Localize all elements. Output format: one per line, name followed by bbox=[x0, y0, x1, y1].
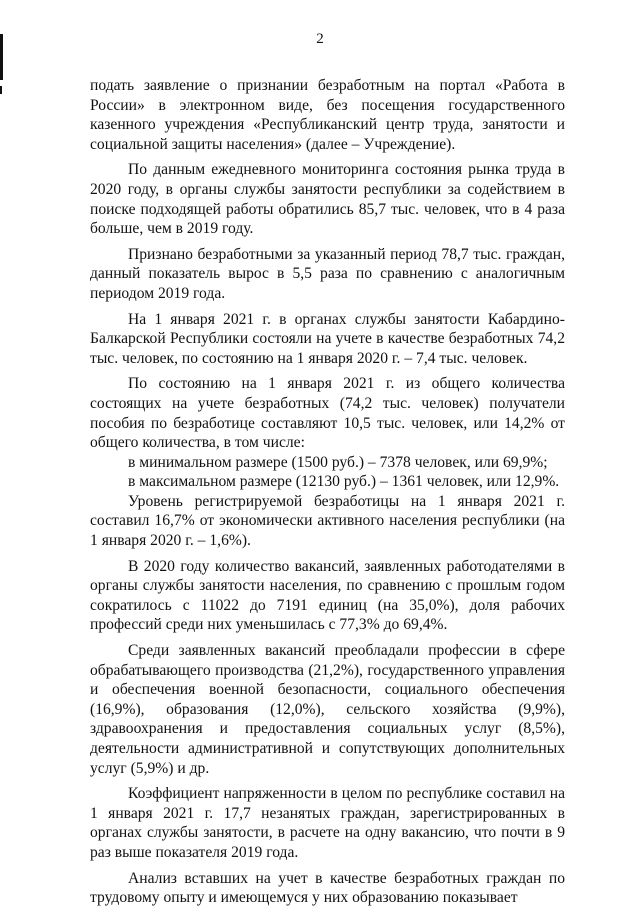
paragraph-monitoring: По данным ежедневного мониторинга состояния рынка труда в 2020 году, в органы службы занятости республики за содействием в поиске подходящей работы обратились 85,7 тыс. человек, что в 4 раза больше, чем в 2019 году. bbox=[90, 161, 565, 238]
paragraph-benefit-recipients: По состоянию на 1 января 2021 г. из общего количества состоящих на учете безработных (74,2 тыс. человек) получатели пособия по безработице составляют 10,5 тыс. человек, или 14,2% от общего количества, в том числе: bbox=[90, 375, 565, 452]
paragraph-tension-coefficient: Коэффициент напряженности в целом по республике составил на 1 января 2021 г. 17,7 незанятых граждан, зарегистрированных в органах службы занятости, в расчете на одну вакансию, что почти в 9 раз выше показателя 2019 года. bbox=[90, 785, 565, 861]
paragraph-recognized-unemployed: Признано безработными за указанный период 78,7 тыс. граждан, данный показатель вырос в 5,5 раза по сравнению с аналогичным периодом 2019 года. bbox=[90, 245, 565, 302]
paragraph-vacancies: В 2020 году количество вакансий, заявленных работодателями в органы службы занятости населения, по сравнению с прошлым годом сократилось с 11022 до 7191 единиц (на 35,0%), доля рабочих профессий среди них уменьшилась с 77,3% до 69,4%. bbox=[90, 557, 565, 634]
document-body bbox=[90, 76, 565, 908]
paragraph-analysis: Анализ вставших на учет в качестве безработных граждан по трудовому опыту и имеющемуся у них образованию показывает bbox=[90, 869, 565, 907]
page-number: 2 bbox=[316, 31, 324, 47]
scan-edge-mark-small bbox=[0, 86, 2, 94]
paragraph-continuation: подать заявление о признании безработным на портал «Работа в России» в электронном виде, без посещения государственного казенного учреждения «Республиканский центр труда, занятости и социальной защиты населения» (далее – Учреждение). bbox=[90, 77, 565, 153]
list-item-minimum-benefit: в минимальном размере (1500 руб.) – 7378 человек, или 69,9%; bbox=[128, 453, 548, 471]
paragraph-registered-unemployed: На 1 января 2021 г. в органах службы занятости Кабардино-Балкарской Республики состояли на учете в качестве безработных 74,2 тыс. человек, по состоянию на 1 января 2020 г. – 7,4 тыс. человек. bbox=[90, 310, 565, 367]
paragraph-professions: Среди заявленных вакансий преобладали профессии в сфере обрабатывающего производства (21,2%), государственного управления и обеспечения военной безопасности, социального обеспечения (16,9%), образования (12,0%), сельского хозяйства (9,9%), здравоохранения и предоставления социальных услуг (8,5%), деятельности административной и сопутствующих дополнительных услуг (5,9%) и др. bbox=[90, 642, 565, 777]
paragraph-unemployment-rate: Уровень регистрируемой безработицы на 1 января 2021 г. составил 16,7% от экономически активного населения республики (на 1 января 2020 г. – 1,6%). bbox=[90, 492, 565, 550]
list-item-maximum-benefit: в максимальном размере (12130 руб.) – 1361 человек, или 12,9%. bbox=[128, 473, 560, 491]
